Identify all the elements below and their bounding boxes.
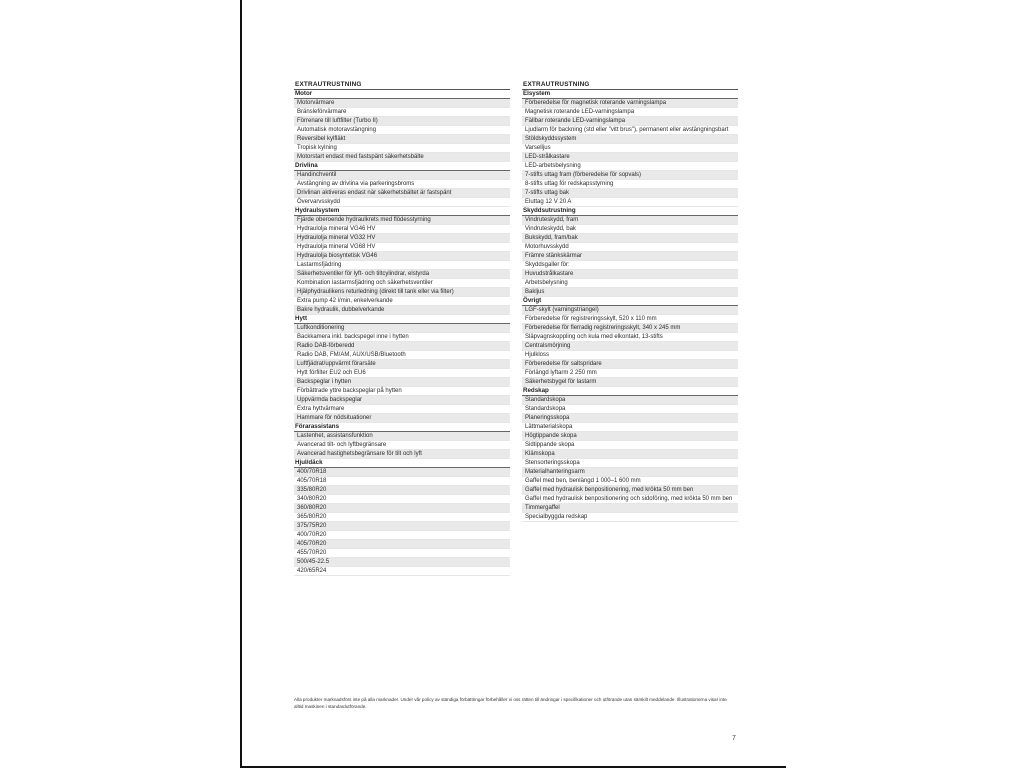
list-item: Hydraulolja mineral VG68 HV [294,243,510,252]
list-item: Planeringsskopa [522,414,738,423]
list-item: Avancerad hastighetsbegränsare för tilt och lyft [294,450,510,459]
list-item: Extra pump 42 l/min, enkelverkande [294,297,510,306]
section-header: Hjul/däck [294,459,510,468]
list-item: Backkamera inkl. backspegel inne i hytten [294,333,510,342]
list-item: 360/80R20 [294,504,510,513]
list-item: Materialhanteringsarm [522,468,738,477]
section-header: Elsystem [522,90,738,99]
section-header: Förarassistans [294,423,510,432]
list-item: Hydraulolja biosyntetisk VG46 [294,252,510,261]
list-item: Förlängd lyftarm 2 250 mm [522,369,738,378]
list-item: 340/80R20 [294,495,510,504]
list-item: Backspeglar i hytten [294,378,510,387]
list-item: Varselljus [522,144,738,153]
list-item: Bränsleförvärmare [294,108,510,117]
list-item: Specialbyggda redskap [522,513,738,522]
list-item: Sidtippande skopa [522,441,738,450]
list-item: Fällbar roterande LED-varningslampa [522,117,738,126]
list-item: Lastenhet, assistansfunktion [294,432,510,441]
list-item: Hjulkloss [522,351,738,360]
list-item: 365/80R20 [294,513,510,522]
list-item: Förrenare till luftfilter (Turbo II) [294,117,510,126]
list-item: Hjälphydraulikens returledning (direkt till tank eller via filter) [294,288,510,297]
list-item: Lättmaterialskopa [522,423,738,432]
list-item: Klämskopa [522,450,738,459]
right-sections [522,90,738,522]
list-item: Gaffel med ben, benlängd 1 000–1 600 mm [522,477,738,486]
list-item: Hammare för nödsituationer [294,414,510,423]
list-item: Handinchventil [294,171,510,180]
list-item: LED-strålkastare [522,153,738,162]
footnote: Alla produkter marknadsförs inte på alla marknader. Under vår policy av ständiga förbättringar förbehåller vi oss rätten till ändringar i specifikationer och utförande utan särskilt meddelande. Illustrationerna visar inte alltid maskinen i standardutförande. [294,697,727,709]
list-item: Övervarvsskydd [294,198,510,207]
list-item: Motorhuvsskydd [522,243,738,252]
list-item: Drivlinan aktiveras endast när säkerhetsbältet är fastspänt [294,189,510,198]
list-item: Högtippande skopa [522,432,738,441]
section-header: Hydraulsystem [294,207,510,216]
list-item: LED-arbetsbelysning [522,162,738,171]
list-item: Hytt förfilter EU2 och EU6 [294,369,510,378]
list-item: Förberedelse för saltspridare [522,360,738,369]
list-item: Extra hyttvärmare [294,405,510,414]
list-item: Magnetisk roterande LED-varningslampa [522,108,738,117]
list-item: Främre stänkskärmar [522,252,738,261]
section-header: Skyddsutrustning [522,207,738,216]
list-item: Ljudlarm för backning (std eller "vitt brus"), permanent eller avstängningsbart [522,126,738,135]
list-item: 7-stifts uttag fram (förberedelse för sopvals) [522,171,738,180]
list-item: Lastarmsfjädring [294,261,510,270]
list-item: Förberedelse för magnetisk roterande varningslampa [522,99,738,108]
document-page [240,0,786,768]
list-item: LGF-skylt (varningstriangel) [522,306,738,315]
section-header: Övrigt [522,297,738,306]
section-header: Motor [294,90,510,99]
right-column [522,80,738,522]
list-item: 335/80R20 [294,486,510,495]
list-item: Automatisk motoravstängning [294,126,510,135]
list-item: Radio DAB, FM/AM, AUX/USB/Bluetooth [294,351,510,360]
list-item: 405/70R18 [294,477,510,486]
list-item: Tropisk kylning [294,144,510,153]
left-sections [294,90,510,576]
list-item: Bakljus [522,288,738,297]
list-item: Eluttag 12 V 20 A [522,198,738,207]
list-item: Säkerhetsbygel för lastarm [522,378,738,387]
list-item: Avancerad tilt- och lyftbegränsare [294,441,510,450]
list-item: Förberedelse för registreringsskylt, 520 x 110 mm [522,315,738,324]
list-item: Kombination lastarmsfjädring och säkerhetsventiler [294,279,510,288]
list-item: Standardskopa [522,405,738,414]
list-item: Skyddsgaller för: [522,261,738,270]
list-item: 8-stifts uttag för redskapsstyrning [522,180,738,189]
list-item: Luftkonditionering [294,324,510,333]
list-item: Gaffel med hydraulisk benpositionering och sidoföring, med krökta 50 mm ben [522,495,738,504]
list-item: Timmergaffel [522,504,738,513]
list-item: 400/70R20 [294,531,510,540]
list-item: Radio DAB-förberedd [294,342,510,351]
list-item: Centralsmörjning [522,342,738,351]
list-item: Stöldskyddssystem [522,135,738,144]
list-item: Vindruteskydd, fram [522,216,738,225]
list-item: Bukskydd, fram/bak [522,234,738,243]
list-item: 375/75R20 [294,522,510,531]
left-column [294,80,510,576]
list-item: 400/70R18 [294,468,510,477]
list-item: Avstängning av drivlina via parkeringsbroms [294,180,510,189]
list-item: Säkerhetsventiler för lyft- och tiltcylindrar, elstyrda [294,270,510,279]
list-item: Vindruteskydd, bak [522,225,738,234]
list-item: Stensorteringsskopa [522,459,738,468]
list-item: 420/65R24 [294,567,510,576]
list-item: Luftfjädrat/uppvärmt förarsäte [294,360,510,369]
list-item: Gaffel med hydraulisk benpositionering, med krökta 50 mm ben [522,486,738,495]
list-item: Standardskopa [522,396,738,405]
column-title: EXTRAUTRUSTNING [522,80,738,90]
list-item: 405/70R20 [294,540,510,549]
list-item: Släpvagnskoppling och kula med elkontakt, 13-stifts [522,333,738,342]
list-item: Huvudstrålkastare [522,270,738,279]
list-item: Förbättrade yttre backspeglar på hytten [294,387,510,396]
page-number: 7 [732,735,736,742]
list-item: Hydraulolja mineral VG46 HV [294,225,510,234]
list-item: Motorvärmare [294,99,510,108]
list-item: 455/70R20 [294,549,510,558]
list-item: Reversibel kylfläkt [294,135,510,144]
section-header: Redskap [522,387,738,396]
list-item: 7-stifts uttag bak [522,189,738,198]
section-header: Hytt [294,315,510,324]
list-item: Bakre hydraulik, dubbelverkande [294,306,510,315]
list-item: 500/45-22.5 [294,558,510,567]
list-item: Hydraulolja mineral VG32 HV [294,234,510,243]
list-item: Arbetsbelysning [522,279,738,288]
list-item: Uppvärmda backspeglar [294,396,510,405]
column-title: EXTRAUTRUSTNING [294,80,510,90]
section-header: Drivlina [294,162,510,171]
list-item: Fjärde oberoende hydraulkrets med flödesstyrning [294,216,510,225]
list-item: Motorstart endast med fastspänt säkerhetsbälte [294,153,510,162]
list-item: Förberedelse för flerradig registreringsskylt, 340 x 245 mm [522,324,738,333]
